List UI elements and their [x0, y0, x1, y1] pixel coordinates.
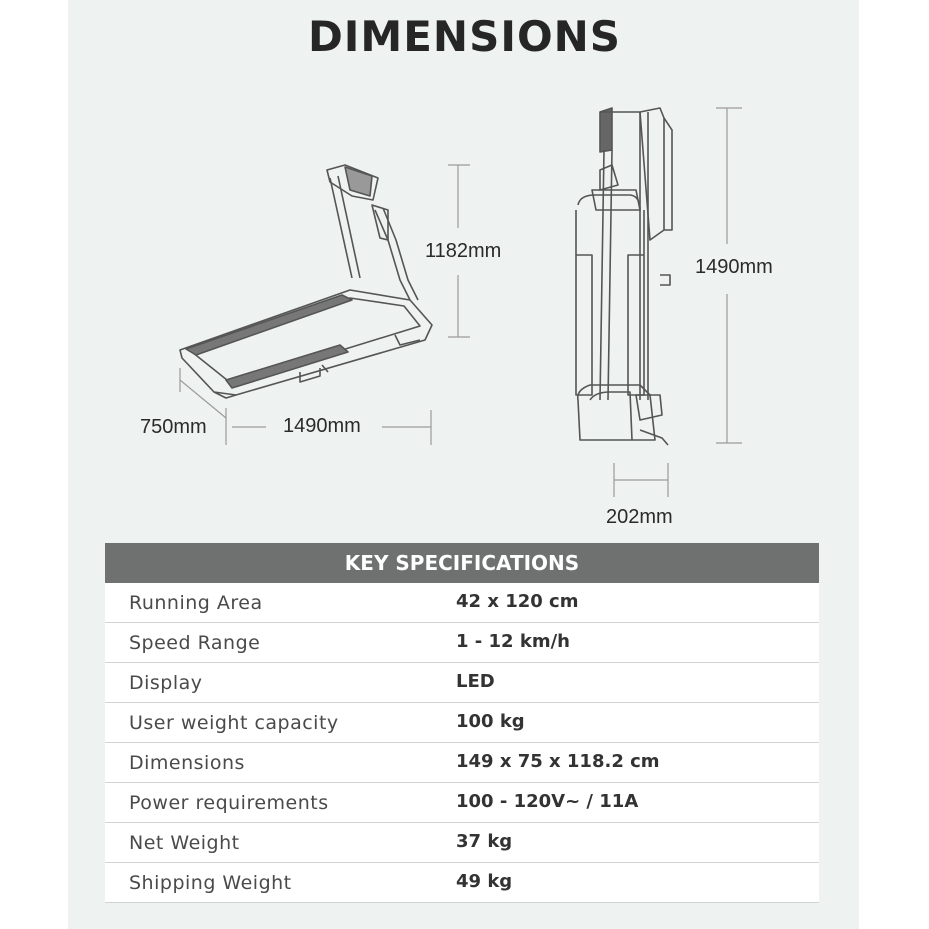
- spec-label: Dimensions: [129, 752, 245, 774]
- key-specifications-table: [105, 543, 819, 903]
- spec-label: Net Weight: [129, 832, 240, 854]
- table-row: [105, 823, 819, 863]
- folded-treadmill-icon: [576, 108, 672, 445]
- table-row: [105, 783, 819, 823]
- spec-label: Running Area: [129, 592, 263, 614]
- spec-value: 149 x 75 x 118.2 cm: [456, 751, 660, 772]
- page-title: DIMENSIONS: [307, 12, 622, 61]
- spec-value: LED: [456, 671, 495, 692]
- table-row: [105, 623, 819, 663]
- spec-label: Speed Range: [129, 632, 261, 654]
- spec-label: Power requirements: [129, 792, 329, 814]
- spec-value: 100 - 120V~ / 11A: [456, 791, 639, 812]
- specifications-header: KEY SPECIFICATIONS: [105, 543, 819, 583]
- spec-label: Display: [129, 672, 203, 694]
- spec-value: 1 - 12 km/h: [456, 631, 570, 652]
- width-dimension-label: 750mm: [140, 416, 207, 438]
- height-dimension-label: 1182mm: [425, 240, 502, 262]
- folded-height-dimension-label: 1490mm: [695, 256, 773, 278]
- length-dimension-label: 1490mm: [283, 415, 361, 437]
- spec-value: 37 kg: [456, 831, 513, 852]
- spec-value: 42 x 120 cm: [456, 591, 579, 612]
- table-row: [105, 863, 819, 903]
- spec-value: 49 kg: [456, 871, 513, 892]
- table-row: [105, 583, 819, 623]
- unfolded-treadmill-icon: [180, 165, 432, 398]
- folded-depth-dimension-label: 202mm: [606, 506, 673, 528]
- table-row: [105, 703, 819, 743]
- spec-label: User weight capacity: [129, 712, 339, 734]
- spec-label: Shipping Weight: [129, 872, 292, 894]
- table-row: [105, 743, 819, 783]
- table-row: [105, 663, 819, 703]
- spec-value: 100 kg: [456, 711, 525, 732]
